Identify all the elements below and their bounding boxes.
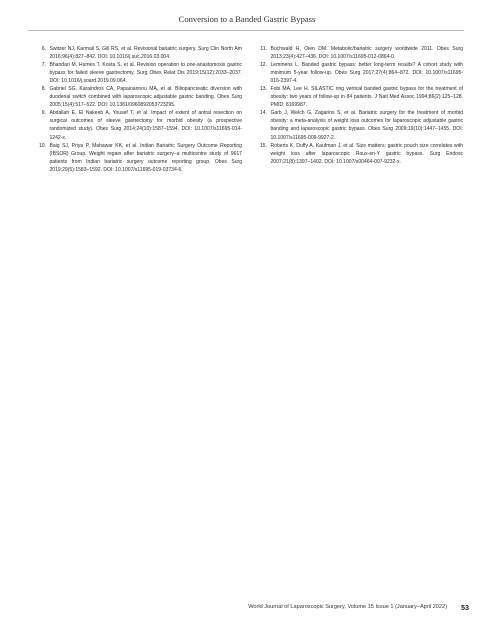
page-number: 53	[461, 603, 469, 612]
reference-item	[35, 61, 242, 85]
reference-number: 6.	[41, 46, 46, 52]
reference-item	[35, 45, 242, 61]
reference-number: 14.	[259, 110, 267, 117]
reference-list-left	[35, 45, 242, 174]
reference-number: 12.	[259, 62, 267, 69]
reference-number: 8.	[41, 86, 46, 93]
reference-list-right	[256, 45, 463, 166]
header-divider	[28, 30, 464, 31]
reference-number: 13.	[259, 86, 267, 93]
reference-text: Baig SJ, Priya P, Mahawar KK, et al. Indian Bariatric Surgery Outcome Reporting (IBSOR) Group. Weight regain after bariatric surgery–a multicentre study of 9617 patients from Indian bariatric surgery outcome reporting group. Obes Surg 2019;29(5):1583–1592. DOI: 10.1007/s11695-019-03734-6.	[49, 142, 242, 173]
reference-number: 11.	[260, 46, 267, 52]
reference-text: Bhandari M, Humes T, Kosta S, et al. Revision operation to one-anastomosis gastric bypass for failed sleeve gastrectomy. Surg Obes Relat Dis 2019;15(12):2033–2037. DOI: 10.1016/j.soard.2019.09.064.	[49, 62, 242, 85]
reference-text: Garb J, Welch G, Zagarins S, et al. Bariatric surgery for the treatment of morbid obesity: a meta-analysis of weight loss outcomes for laparoscopic adjustable gastric banding and laparoscopic gastric bypass. Obes Surg 2009;19(10):1447–1455. DOI: 10.1007/s11695-009-9927-2.	[270, 110, 463, 141]
journal-citation: World Journal of Laparoscopic Surgery, Volume 15 Issue 1 (January–April 2022)	[248, 604, 447, 610]
reference-text: Gabriel SG, Karaindros CA, Papaioannou MA, et al. Biliopancreatic diversion with duodenal switch combined with laparoscopic adjustable gastric banding. Obes Surg 2005;15(4):517–522. DOI: 10.1381/0960892053723295.	[49, 86, 242, 109]
page-footer	[0, 601, 494, 617]
reference-number: 7.	[41, 62, 46, 69]
reference-item	[256, 45, 463, 61]
reference-text: Buchwald H, Oien DM. Metabolic/bariatric surgery worldwide 2011. Obes Surg 2013;23(4):427–436. DOI: 10.1007/s11695-012-0864-0.	[270, 46, 463, 61]
reference-item	[35, 85, 242, 109]
running-title: Conversion to a Banded Gastric Bypass	[178, 14, 316, 24]
reference-text: Abdallah E, El Nakeeb A, Yousef T, et al. Impact of extent of antral resection on surgical outcomes of sleeve gastrectomy for morbid obesity (a prospective randomized study). Obes Surg 2014;24(10):1587–1594. DOI: 10.1007/s11695-014-1242-x.	[49, 110, 242, 141]
reference-number: 10.	[38, 142, 46, 149]
reference-item	[256, 61, 463, 85]
reference-item	[256, 109, 463, 141]
reference-item	[256, 142, 463, 166]
reference-text: Switzer NJ, Karmali S, Gill RS, et al. Revisional bariatric surgery. Surg Clin North Am 2016;96(4):827–842. DOI: 10.1016/j.suc.2016.03.004.	[49, 46, 242, 61]
reference-text: Fobi MA, Lee H. SILASTIC ring vertical banded gastric bypass for the treatment of obesity: two years of follow-up in 84 patients. J Natl Med Assoc 1994;86(2):125–128. PMID: 8169987.	[270, 86, 463, 109]
reference-number: 15.	[259, 142, 267, 149]
reference-item	[35, 142, 242, 174]
reference-item	[256, 85, 463, 109]
reference-text: Roberts K, Duffy A, Kaufman J, et al. Size matters: gastric pouch size correlates with weight loss after laparoscopic Roux-en-Y gastric bypass. Surg Endosc 2007;21(8):1397–1402. DOI: 10.1007/s00464-007-9232-x.	[270, 142, 463, 165]
reference-item	[35, 109, 242, 141]
reference-number: 9.	[41, 110, 46, 117]
reference-text: Lemmens L. Banded gastric bypass: better long-term results? A cohort study with minimum 5-year follow-up. Obes Surg 2017;27(4):864–872. DOI: 10.1007/s11695-016-2397-4.	[270, 62, 463, 85]
